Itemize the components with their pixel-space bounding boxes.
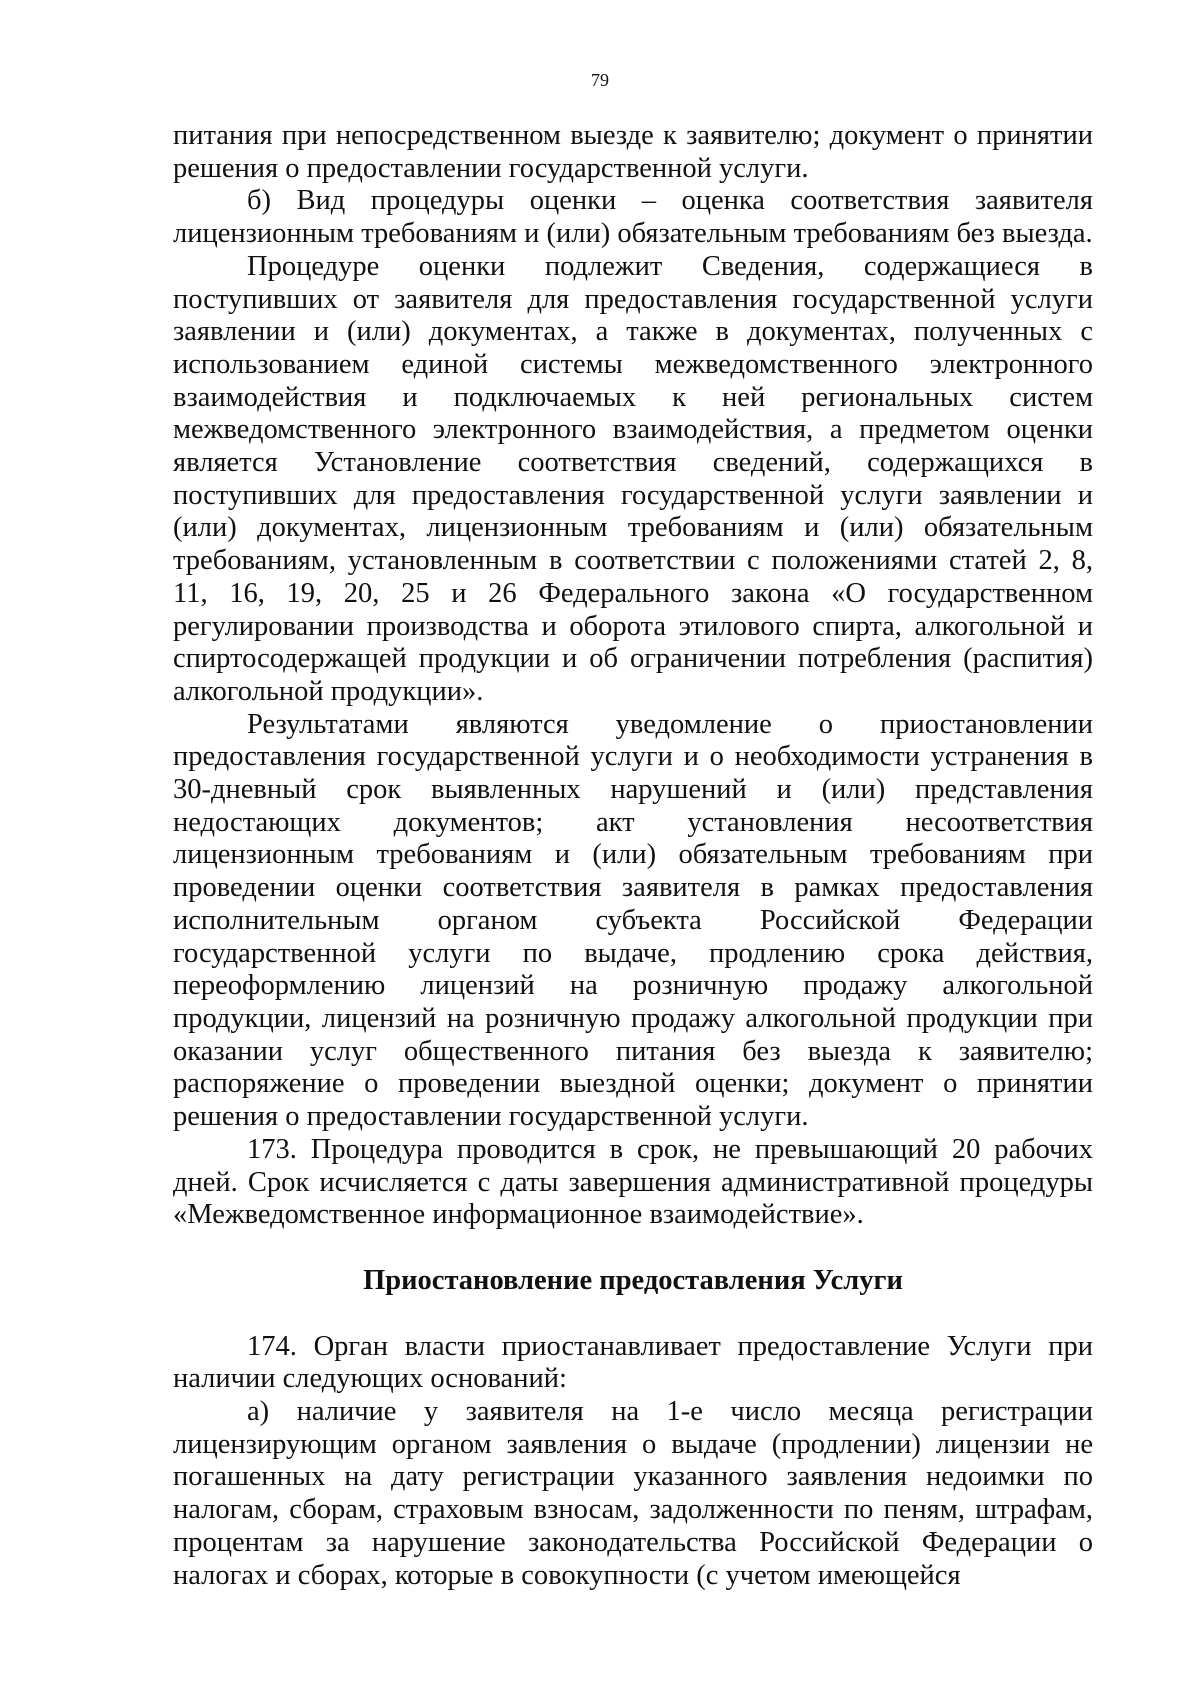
- paragraph: 173. Процедура проводится в срок, не превышающий 20 рабочих дней. Срок исчисляется с даты завершения административной процедуры «Межведомственное информационное взаимодействие».: [173, 1133, 1093, 1231]
- section-heading: Приостановление предоставления Услуги: [363, 1264, 903, 1296]
- paragraph: 174. Орган власти приостанавливает предоставление Услуги при наличии следующих оснований:: [173, 1330, 1093, 1395]
- paragraph: б) Вид процедуры оценки – оценка соответствия заявителя лицензионным требованиям и (или) обязательным требованиям без выезда.: [173, 185, 1093, 250]
- paragraph: Процедуре оценки подлежит Сведения, содержащиеся в поступивших от заявителя для предоставления государственной услуги заявлении и (или) документах, а также в документах, полученных с использованием единой системы межведомственного электронного взаимодействия и подключаемых к ней региональных систем межведомственного электронного взаимодействия, а предметом оценки является Установление соответствия сведений, содержащихся в поступивших для предоставления государственной услуги заявлении и (или) документах, лицензионным требованиям и (или) обязательным требованиям, установленным в соответствии с положениями статей 2, 8, 11, 16, 19, 20, 25 и 26 Федерального закона «О государственном регулировании производства и оборота этилового спирта, алкогольной и спиртосодержащей продукции и об ограничении потребления (распития) алкогольной продукции».: [173, 250, 1093, 707]
- page-number: 79: [591, 70, 609, 90]
- paragraph: а) наличие у заявителя на 1-е число месяца регистрации лицензирующим органом заявления о выдаче (продлении) лицензии не погашенных на дату регистрации указанного заявления недоимки по налогам, сборам, страховым взносам, задолженности по пеням, штрафам, процентам за нарушение законодательства Российской Федерации о налогах и сборах, которые в совокупности (с учетом имеющейся: [173, 1396, 1093, 1591]
- paragraph: питания при непосредственном выезде к заявителю; документ о принятии решения о предоставлении государственной услуги.: [173, 120, 1093, 184]
- paragraph: Результатами являются уведомление о приостановлении предоставления государственной услуги и о необходимости устранения в 30-дневный срок выявленных нарушений и (или) представления недостающих документов; акт установления несоответствия лицензионным требованиям и (или) обязательным требованиям при проведении оценки соответствия заявителя в рамках предоставления исполнительным органом субъекта Российской Федерации государственной услуги по выдаче, продлению срока действия, переоформлению лицензий на розничную продажу алкогольной продукции, лицензий на розничную продажу алкогольной продукции при оказании услуг общественного питания без выезда к заявителю; распоряжение о проведении выездной оценки; документ о принятии решения о предоставлении государственной услуги.: [173, 708, 1093, 1133]
- document-body: [173, 120, 1093, 1592]
